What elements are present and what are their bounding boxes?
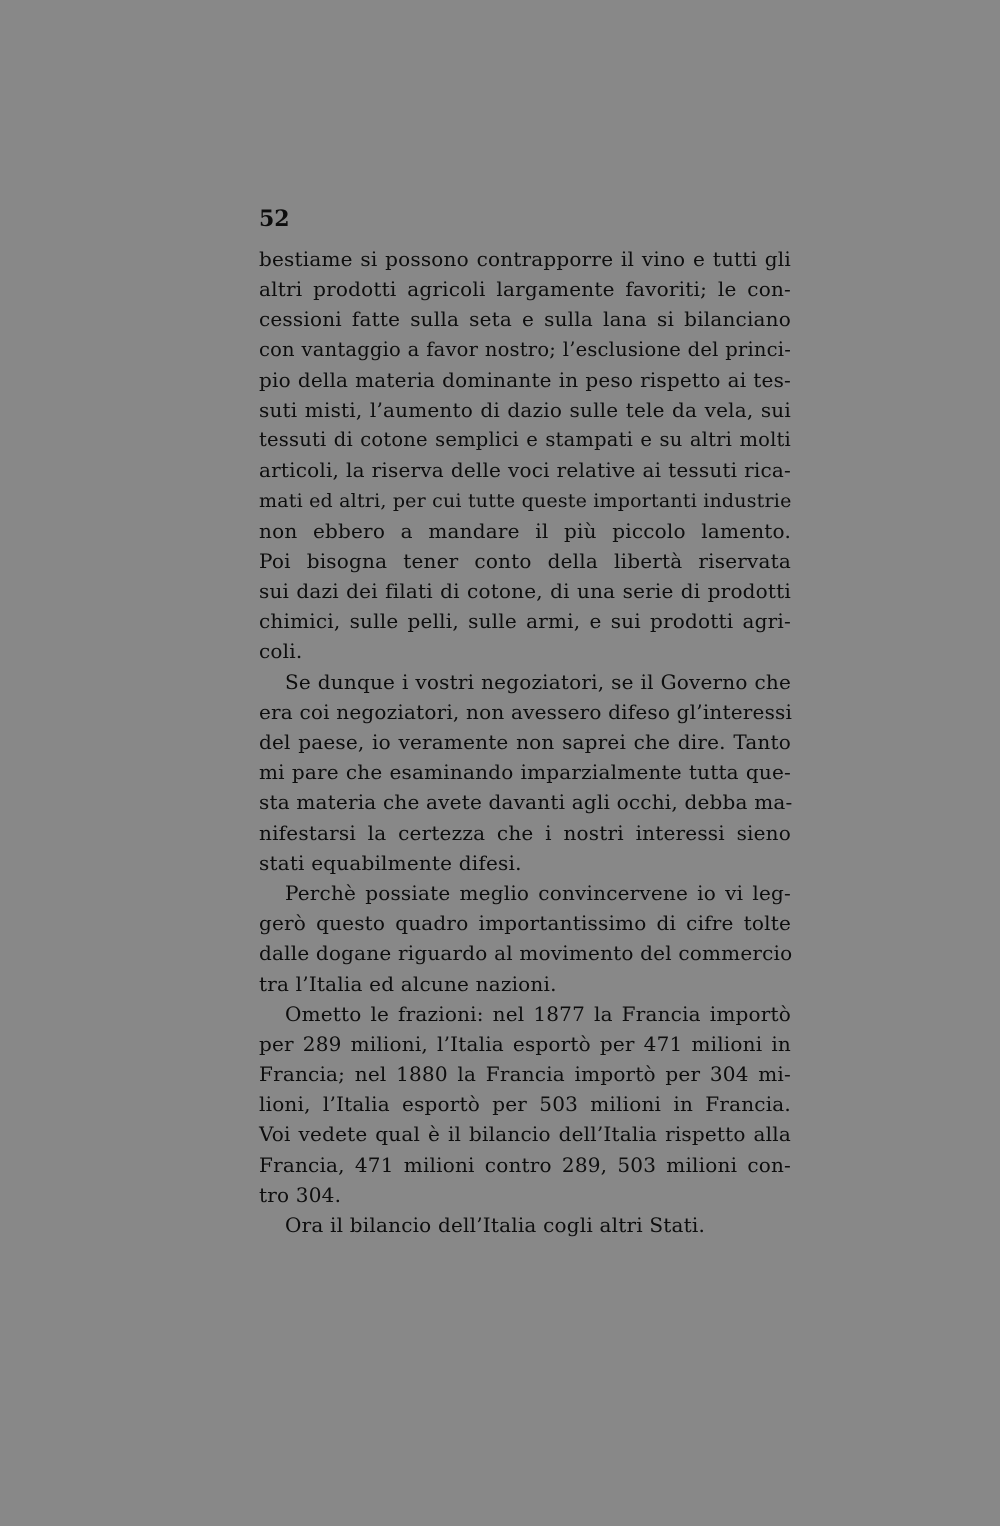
text-line: Ora il bilancio dell’Italia cogli altri Stati. <box>285 1213 706 1237</box>
text-line: nifestarsi la certezza che i nostri interessi sieno <box>259 820 791 845</box>
text-line: mati ed altri, per cui tutte queste importanti industrie <box>259 489 792 512</box>
text-line: lioni, l’Italia esportò per 503 milioni in Francia. <box>259 1092 791 1117</box>
text-line: non ebbero a mandare il più piccolo lamento. <box>259 518 791 543</box>
text-line: Voi vedete qual è il bilancio dell’Italia rispetto alla <box>259 1122 791 1147</box>
text-line: sta materia che avete davanti agli occhi, debba ma- <box>259 790 793 815</box>
text-line: del paese, io veramente non saprei che dire. Tanto <box>259 730 791 754</box>
text-line: mi pare che esaminando imparzialmente tutta que- <box>259 760 791 785</box>
text-line: dalle dogane riguardo al movimento del commercio <box>259 941 793 966</box>
text-line: coli. <box>259 639 303 664</box>
text-line: per 289 milioni, l’Italia esportò per 471 milioni in <box>259 1031 791 1056</box>
text-line: Francia, 471 milioni contro 289, 503 milioni con- <box>259 1152 791 1177</box>
text-line: altri prodotti agricoli largamente favoriti; le con- <box>259 277 791 302</box>
text-line: Se dunque i vostri negoziatori, se il Governo che <box>285 669 791 694</box>
text-line: pio della materia dominante in peso rispetto ai tes- <box>259 367 791 392</box>
text-line: gerò questo quadro importantissimo di cifre tolte <box>259 911 791 936</box>
text-line: articoli, la riserva delle voci relative ai tessuti rica- <box>259 458 791 483</box>
page-number: 52 <box>259 206 290 232</box>
text-line: cessioni fatte sulla seta e sulla lana si bilanciano <box>259 307 791 332</box>
text-line: Francia; nel 1880 la Francia importò per 304 mi- <box>259 1062 791 1087</box>
text-line: suti misti, l’aumento di dazio sulle tele da vela, sui <box>259 397 791 422</box>
text-line: Ometto le frazioni: nel 1877 la Francia importò <box>285 1001 791 1026</box>
text-line: era coi negoziatori, non avessero difeso gl’interessi <box>259 699 793 724</box>
text-line: tro 304. <box>259 1182 342 1207</box>
text-line: Poi bisogna tener conto della libertà riservata <box>259 548 791 573</box>
text-line: Perchè possiate meglio convincervene io vi leg- <box>285 880 791 905</box>
text-line: tessuti di cotone semplici e stampati e su altri molti <box>259 428 791 452</box>
body-text <box>259 244 791 1240</box>
text-line: stati equabilmente difesi. <box>259 850 522 875</box>
text-line: chimici, sulle pelli, sulle armi, e sui prodotti agri- <box>259 609 791 634</box>
text-line: bestiame si possono contrapporre il vino e tutti gli <box>259 247 791 271</box>
text-line: sui dazi dei filati di cotone, di una serie di prodotti <box>259 579 791 604</box>
text-line: con vantaggio a favor nostro; l’esclusione del princi- <box>259 337 791 361</box>
text-line: tra l’Italia ed alcune nazioni. <box>259 971 557 996</box>
